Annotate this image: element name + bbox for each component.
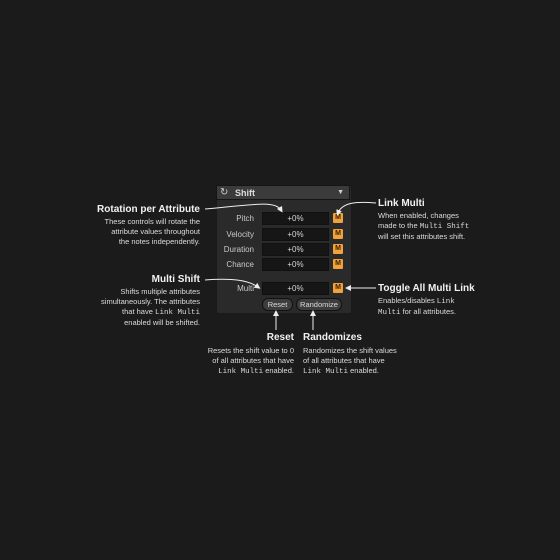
randomizes-line-3-code: Link Multi (303, 368, 349, 376)
multi-shift-connector (205, 279, 258, 287)
randomizes-line-1: Randomizes the shift values (303, 346, 397, 355)
multi-shift-line-3 (70, 307, 200, 318)
chance-label: Chance (226, 260, 254, 269)
randomizes-line-3-text: enabled. (348, 366, 379, 375)
rotation-line-2: attribute values throughout (111, 227, 200, 236)
multi-label: Multi (237, 284, 254, 293)
toggle-line-1 (378, 296, 518, 307)
multi-shift-line-3-text: that have (122, 307, 155, 316)
toggle-description (378, 296, 518, 318)
reset-button[interactable]: Reset (262, 298, 293, 311)
link-multi-line-2 (378, 221, 518, 232)
multi-shift-line-3-code: Link Multi (154, 309, 200, 317)
duration-link-multi-toggle[interactable]: M (333, 244, 343, 254)
duration-field[interactable]: +0% (262, 243, 329, 256)
rotation-title: Rotation per Attribute (97, 204, 200, 215)
velocity-field[interactable]: +0% (262, 228, 329, 241)
chance-field[interactable]: +0% (262, 258, 329, 271)
link-multi-connector (338, 202, 376, 213)
rotation-line-1: These controls will rotate the (104, 217, 200, 226)
link-multi-line-1: When enabled, changes (378, 211, 459, 220)
reset-title: Reset (266, 332, 294, 343)
velocity-link-multi-toggle[interactable]: M (333, 229, 343, 239)
randomizes-line-2: of all attributes that have (303, 356, 385, 365)
pitch-link-multi-toggle[interactable]: M (333, 213, 343, 223)
rotation-line-3: the notes independently. (118, 237, 200, 246)
duration-label: Duration (223, 245, 254, 254)
randomizes-title: Randomizes (303, 332, 362, 343)
multi-shift-line-2: simultaneously. The attributes (101, 297, 200, 306)
multi-shift-field[interactable]: +0% (262, 282, 329, 295)
reset-line-2: of all attributes that have (212, 356, 294, 365)
multi-shift-description (70, 287, 200, 328)
rotation-connector (205, 204, 281, 210)
randomize-button[interactable]: Randomize (296, 298, 342, 311)
reset-description (170, 346, 294, 377)
reset-line-3-text: enabled. (263, 366, 294, 375)
link-multi-description (378, 211, 518, 242)
link-multi-line-3: will set this attributes shift. (378, 232, 466, 241)
toggle-all-multi-link-button[interactable]: M (333, 283, 343, 293)
chance-link-multi-toggle[interactable]: M (333, 259, 343, 269)
toggle-line-2-code: Multi (378, 309, 401, 317)
pitch-label: Pitch (236, 214, 254, 223)
toggle-title: Toggle All Multi Link (378, 283, 475, 294)
dropdown-caret-icon[interactable]: ▼ (337, 189, 344, 196)
reset-line-1: Resets the shift value to 0 (207, 346, 294, 355)
velocity-label: Velocity (226, 230, 254, 239)
pitch-field[interactable]: +0% (262, 212, 329, 225)
randomizes-line-3 (303, 366, 443, 377)
toggle-line-1-text: Enables/disables (378, 296, 437, 305)
refresh-icon[interactable]: ↻ (220, 187, 229, 198)
toggle-line-1-code: Link (436, 298, 455, 306)
shift-title: Shift (235, 188, 255, 198)
multi-shift-line-4: enabled will be shifted. (124, 318, 200, 327)
link-multi-line-2-text: made to the (378, 221, 420, 230)
toggle-line-2-text: for all attributes. (400, 307, 456, 316)
rotation-description (70, 217, 200, 247)
randomizes-description (303, 346, 443, 377)
toggle-line-2 (378, 307, 518, 318)
reset-line-3 (170, 366, 294, 377)
link-multi-line-2-code: Multi Shift (419, 223, 470, 231)
multi-shift-line-1: Shifts multiple attributes (120, 287, 200, 296)
multi-shift-title: Multi Shift (151, 274, 200, 285)
reset-line-3-code: Link Multi (218, 368, 264, 376)
link-multi-title: Link Multi (378, 198, 425, 209)
